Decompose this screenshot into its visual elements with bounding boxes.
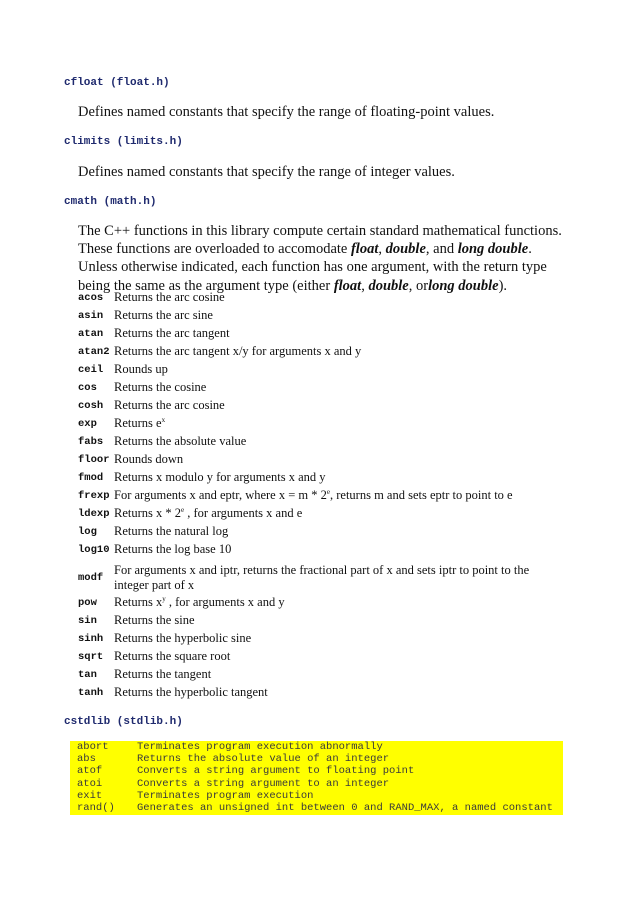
heading-cstdlib: cstdlib (stdlib.h) bbox=[64, 716, 183, 728]
function-description: Returns the sine bbox=[114, 613, 195, 627]
function-description: Returns the natural log bbox=[114, 524, 229, 538]
function-description: Rounds down bbox=[114, 452, 184, 466]
function-description bbox=[114, 595, 285, 610]
function-row-ldexp bbox=[78, 506, 558, 524]
function-row-ceil bbox=[78, 362, 558, 380]
text-run: , returns m and sets eptr to point to e bbox=[329, 488, 513, 502]
text-run: , or bbox=[408, 277, 429, 294]
heading-cfloat: cfloat (float.h) bbox=[64, 77, 170, 89]
superscript: e bbox=[326, 487, 330, 496]
function-name: log bbox=[78, 526, 97, 538]
function-row-cos bbox=[78, 380, 558, 398]
text-run: These functions are overloaded to accomodate bbox=[78, 241, 351, 258]
function-name: pow bbox=[78, 597, 97, 609]
function-description: For arguments x and iptr, returns the fractional part of x and sets iptr to point to the integer part of x bbox=[114, 562, 530, 592]
text-run: Returns x * 2 bbox=[114, 506, 182, 520]
function-row-modf bbox=[78, 560, 558, 595]
function-name: floor bbox=[78, 454, 110, 466]
text-run: being the same as the argument type (either bbox=[78, 277, 334, 294]
function-description: Returns the tangent bbox=[114, 667, 212, 681]
function-name: abs bbox=[77, 753, 96, 766]
function-name: log10 bbox=[78, 544, 110, 556]
function-row-frexp bbox=[78, 488, 558, 506]
cstdlib-row bbox=[77, 765, 563, 777]
function-name: rand() bbox=[77, 802, 115, 815]
text-run: . bbox=[528, 241, 532, 258]
function-description bbox=[114, 488, 513, 503]
function-row-fmod bbox=[78, 470, 558, 488]
cstdlib-function-table bbox=[70, 741, 563, 815]
function-name: exit bbox=[77, 789, 103, 802]
function-description: Generates an unsigned int between 0 and RAND_MAX, a named constant bbox=[137, 802, 553, 815]
type-double: double bbox=[385, 241, 426, 258]
function-description: Returns the absolute value bbox=[114, 434, 247, 448]
text-run: For arguments x and eptr, where x = m * 2 bbox=[114, 488, 327, 502]
function-name: tanh bbox=[78, 687, 104, 699]
text-run: , bbox=[378, 241, 386, 258]
heading-cmath: cmath (math.h) bbox=[64, 196, 157, 208]
type-float: float bbox=[350, 241, 379, 258]
function-description bbox=[114, 416, 165, 431]
superscript: e bbox=[181, 505, 185, 514]
function-name: fabs bbox=[78, 436, 104, 448]
function-row-atan2 bbox=[78, 344, 558, 362]
function-name: sinh bbox=[78, 633, 104, 645]
function-name: fmod bbox=[78, 472, 104, 484]
function-name: cos bbox=[78, 382, 97, 394]
cmath-intro bbox=[78, 222, 562, 295]
function-description: Returns the arc cosine bbox=[114, 290, 225, 304]
function-name: sin bbox=[78, 615, 97, 627]
function-description: Terminates program execution abnormally bbox=[137, 741, 383, 754]
function-name: atof bbox=[77, 765, 103, 778]
function-name: ceil bbox=[78, 364, 104, 376]
text-run: , for arguments x and y bbox=[165, 595, 285, 609]
function-name: acos bbox=[78, 292, 104, 304]
function-description: Terminates program execution bbox=[137, 789, 314, 802]
function-description: Rounds up bbox=[114, 362, 168, 376]
function-name: tan bbox=[78, 669, 97, 681]
type-float: float bbox=[333, 277, 362, 294]
function-row-fabs bbox=[78, 434, 558, 452]
text-run: , bbox=[361, 277, 369, 294]
function-description: Returns the arc cosine bbox=[114, 398, 225, 412]
function-row-log bbox=[78, 524, 558, 542]
function-row-asin bbox=[78, 308, 558, 326]
function-row-floor bbox=[78, 452, 558, 470]
cstdlib-row bbox=[77, 741, 563, 753]
function-description: Returns the arc tangent x/y for arguments x and y bbox=[114, 344, 362, 358]
function-name: ldexp bbox=[78, 508, 110, 520]
function-row-cosh bbox=[78, 398, 558, 416]
function-name: atoi bbox=[77, 777, 103, 790]
superscript: x bbox=[161, 415, 166, 424]
function-description: Returns the absolute value of an integer bbox=[137, 753, 390, 766]
function-description: Returns the square root bbox=[114, 649, 231, 663]
text-run: Returns e bbox=[114, 416, 162, 430]
heading-climits: climits (limits.h) bbox=[64, 136, 183, 148]
function-name: atan bbox=[78, 328, 104, 340]
text-run: , for arguments x and e bbox=[184, 506, 303, 520]
function-name: modf bbox=[78, 572, 104, 584]
cmath-intro-line-3: Unless otherwise indicated, each function has one argument, with the return type bbox=[78, 259, 547, 276]
function-name: frexp bbox=[78, 490, 110, 502]
cmath-intro-line-2 bbox=[78, 240, 562, 258]
cmath-function-table bbox=[78, 290, 558, 703]
type-long-double: long double bbox=[457, 241, 529, 258]
function-name: exp bbox=[78, 418, 97, 430]
function-description: Returns x modulo y for arguments x and y bbox=[114, 470, 326, 484]
cstdlib-row bbox=[77, 753, 563, 765]
function-name: asin bbox=[78, 310, 104, 322]
function-row-atan bbox=[78, 326, 558, 344]
function-row-acos bbox=[78, 290, 558, 308]
function-row-sqrt bbox=[78, 649, 558, 667]
function-description: Returns the hyperbolic tangent bbox=[114, 685, 268, 699]
function-row-sin bbox=[78, 613, 558, 631]
climits-description: Defines named constants that specify the range of integer values. bbox=[78, 164, 455, 180]
type-double: double bbox=[368, 277, 409, 294]
function-row-sinh bbox=[78, 631, 558, 649]
function-row-tan bbox=[78, 667, 558, 685]
function-description: Returns the arc tangent bbox=[114, 326, 230, 340]
function-row-pow bbox=[78, 595, 558, 613]
cmath-intro-line-1: The C++ functions in this library compute certain standard mathematical functions. bbox=[78, 223, 562, 239]
superscript: y bbox=[162, 594, 166, 603]
function-row-exp bbox=[78, 416, 558, 434]
function-row-log10 bbox=[78, 542, 558, 560]
text-run: ). bbox=[498, 277, 508, 294]
function-name: atan2 bbox=[78, 346, 110, 358]
function-description: Returns the arc sine bbox=[114, 308, 213, 322]
function-name: sqrt bbox=[78, 651, 104, 663]
function-description bbox=[114, 506, 302, 521]
text-run: , and bbox=[425, 241, 458, 258]
cfloat-description: Defines named constants that specify the range of floating-point values. bbox=[78, 104, 495, 120]
cstdlib-row bbox=[77, 778, 563, 790]
function-description: Returns the log base 10 bbox=[114, 542, 232, 556]
cstdlib-row bbox=[77, 790, 563, 802]
function-description: Returns the cosine bbox=[114, 380, 207, 394]
cstdlib-row bbox=[77, 802, 563, 814]
function-row-tanh bbox=[78, 685, 558, 703]
type-long-double: long double bbox=[428, 277, 499, 294]
function-name: cosh bbox=[78, 400, 104, 412]
function-description: Converts a string argument to an integer bbox=[137, 777, 390, 790]
function-description: Converts a string argument to floating point bbox=[137, 765, 415, 778]
text-run: Returns x bbox=[114, 595, 163, 609]
function-description: Returns the hyperbolic sine bbox=[114, 631, 252, 645]
function-name: abort bbox=[77, 741, 109, 754]
